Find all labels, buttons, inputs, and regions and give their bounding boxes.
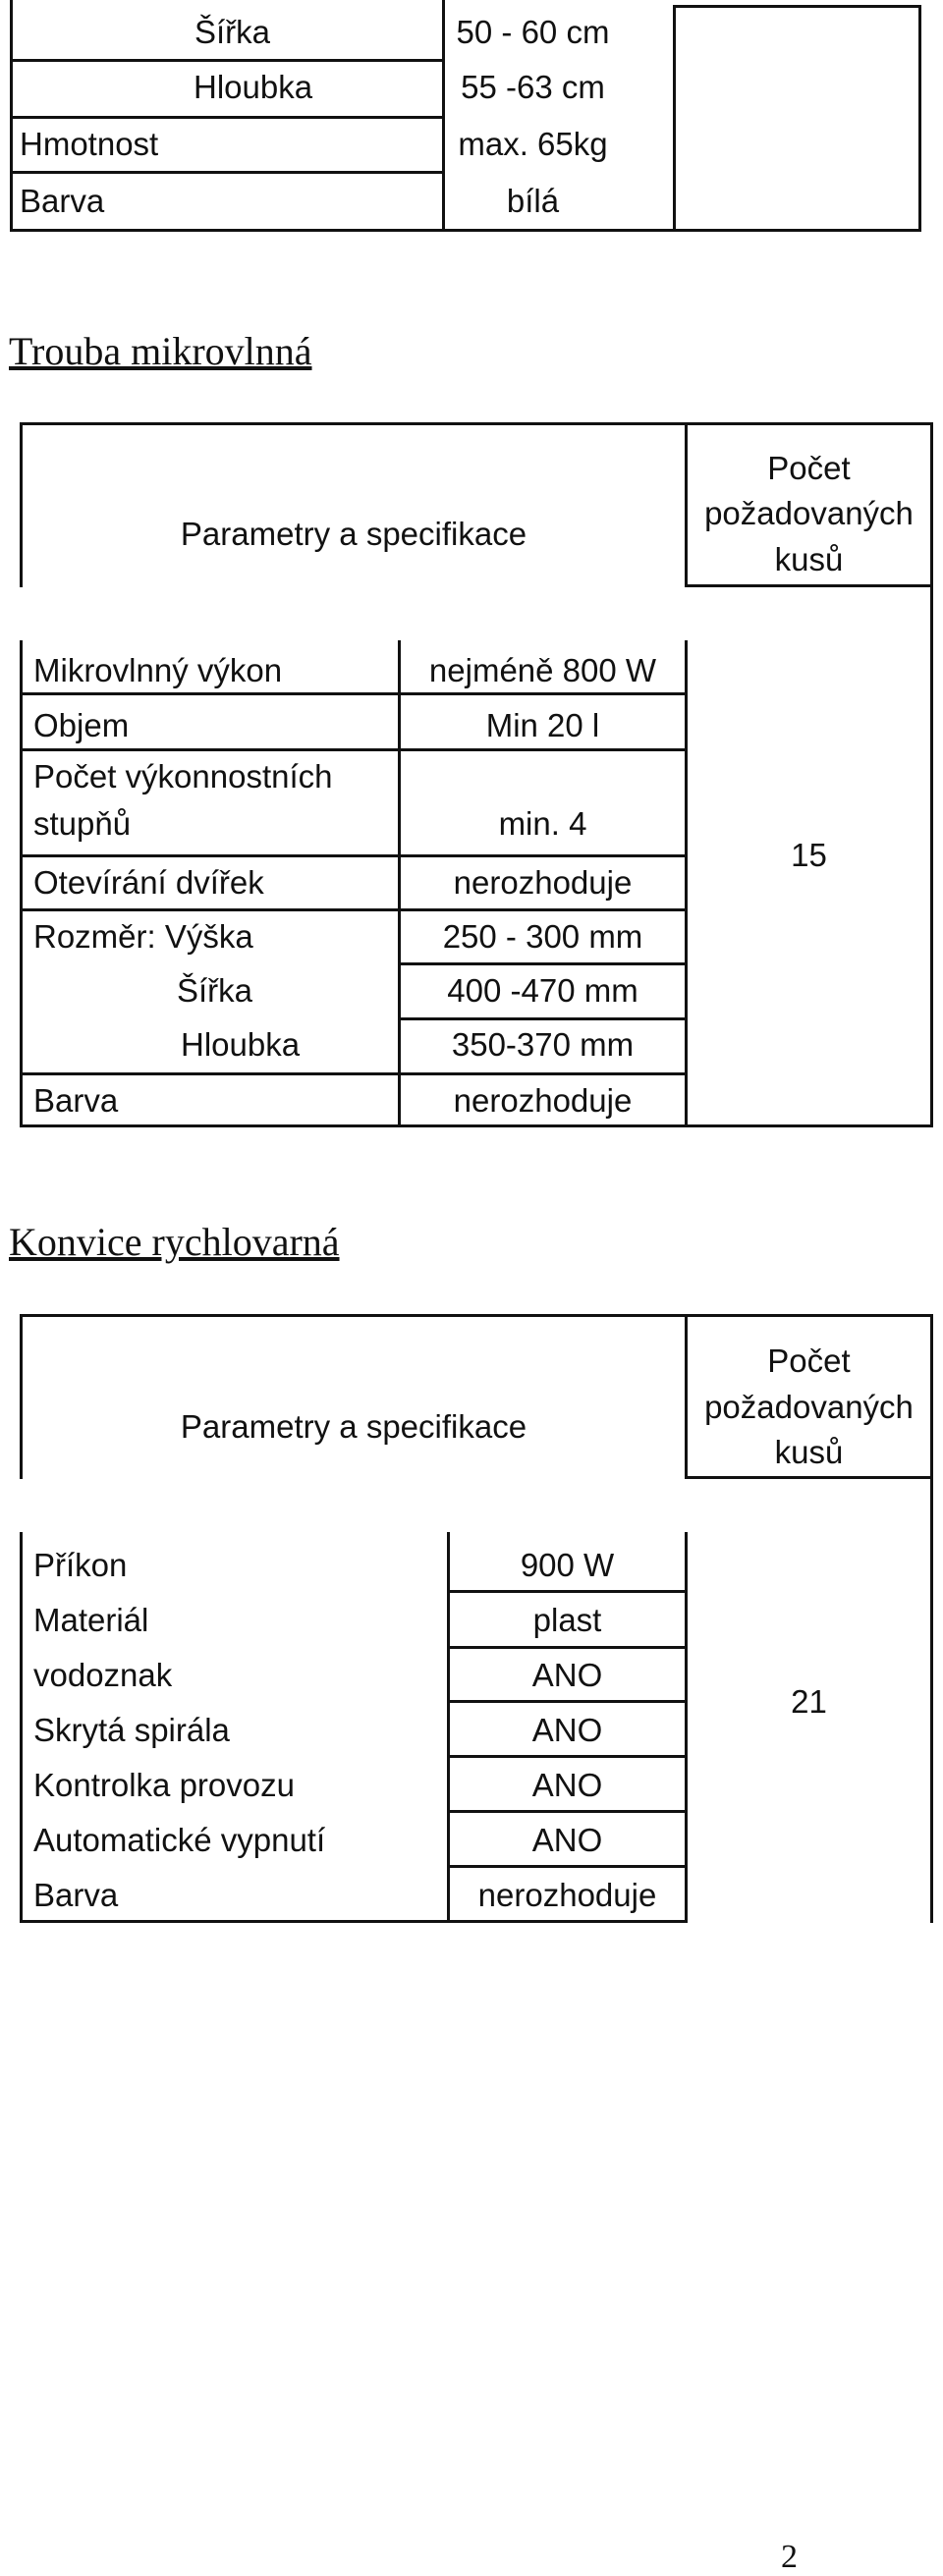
spec-label: Šířka (177, 972, 253, 1009)
table-border (685, 584, 933, 587)
table-border (447, 1810, 688, 1813)
table-border (10, 59, 445, 62)
spec-label: Objem (33, 707, 130, 743)
spec-value: 900 W (520, 1547, 615, 1583)
spec-value: nerozhoduje (453, 1082, 633, 1119)
table-border (20, 1532, 23, 1923)
page-number: 2 (781, 2539, 798, 2575)
table-border (447, 1755, 688, 1758)
table-border (673, 5, 676, 232)
table-border (447, 1700, 688, 1703)
table-border (20, 422, 23, 587)
spec-label: Otevírání dvířek (33, 864, 264, 901)
table-border (20, 1314, 23, 1479)
spec-label: Hloubka (194, 69, 313, 105)
table-border (447, 1646, 688, 1649)
spec-value: 50 - 60 cm (456, 14, 610, 50)
count-header: kusů (774, 1434, 844, 1470)
table-border (10, 116, 445, 119)
table-border (20, 908, 688, 911)
spec-label: Kontrolka provozu (33, 1767, 295, 1803)
table-border (673, 5, 921, 8)
spec-label: Počet výkonnostních (33, 758, 333, 795)
table-border (10, 229, 921, 232)
table-border (918, 5, 921, 232)
table-border (20, 422, 933, 425)
spec-label: Šířka (194, 14, 271, 50)
section-heading: Konvice rychlovarná (9, 1220, 340, 1264)
count-header: Počet (767, 450, 851, 486)
count-header: požadovaných (704, 1389, 914, 1425)
table-border (20, 1124, 933, 1127)
table-border (10, 171, 445, 174)
spec-value: 55 -63 cm (461, 69, 605, 105)
spec-value: ANO (531, 1767, 603, 1803)
required-count: 15 (791, 837, 827, 873)
count-header: Počet (767, 1343, 851, 1379)
required-count: 21 (791, 1683, 827, 1720)
count-header: kusů (774, 541, 844, 577)
table-border (20, 1072, 688, 1075)
spec-value: ANO (531, 1822, 603, 1858)
spec-value: ANO (531, 1712, 603, 1748)
spec-value: 400 -470 mm (447, 972, 638, 1009)
spec-label: Mikrovlnný výkon (33, 652, 283, 688)
table-border (20, 640, 23, 1127)
spec-label: stupňů (33, 805, 132, 842)
spec-label: Příkon (33, 1547, 128, 1583)
spec-value: bílá (506, 183, 560, 219)
spec-label: Hmotnost (20, 126, 159, 162)
spec-label: Automatické vypnutí (33, 1822, 326, 1858)
table-border (20, 1920, 688, 1923)
table-border (447, 1590, 688, 1593)
spec-label: Hloubka (181, 1026, 301, 1063)
spec-value: nejméně 800 W (428, 652, 657, 688)
table-border (398, 1017, 688, 1020)
table-border (447, 1865, 688, 1868)
spec-label: Rozměr: Výška (33, 918, 253, 955)
params-header: Parametry a specifikace (180, 1408, 527, 1445)
table-border (398, 962, 688, 965)
spec-value: Min 20 l (485, 707, 600, 743)
spec-label: vodoznak (33, 1657, 173, 1693)
spec-value: max. 65kg (458, 126, 608, 162)
section-heading: Trouba mikrovlnná (9, 329, 312, 373)
table-border (685, 1476, 933, 1479)
spec-label: Materiál (33, 1602, 149, 1638)
table-border (20, 748, 688, 751)
spec-value: 250 - 300 mm (442, 918, 643, 955)
spec-value: nerozhoduje (453, 864, 633, 901)
table-border (20, 854, 688, 857)
spec-label: Skrytá spirála (33, 1712, 230, 1748)
spec-label: Barva (33, 1877, 119, 1913)
spec-label: Barva (33, 1082, 119, 1119)
table-border (20, 1314, 933, 1317)
params-header: Parametry a specifikace (180, 516, 527, 552)
spec-label: Barva (20, 183, 105, 219)
count-header: požadovaných (704, 495, 914, 531)
spec-value: ANO (531, 1657, 603, 1693)
spec-value: min. 4 (498, 805, 587, 842)
spec-value: nerozhoduje (477, 1877, 657, 1913)
spec-value: 350-370 mm (451, 1026, 635, 1063)
spec-value: plast (532, 1602, 602, 1638)
